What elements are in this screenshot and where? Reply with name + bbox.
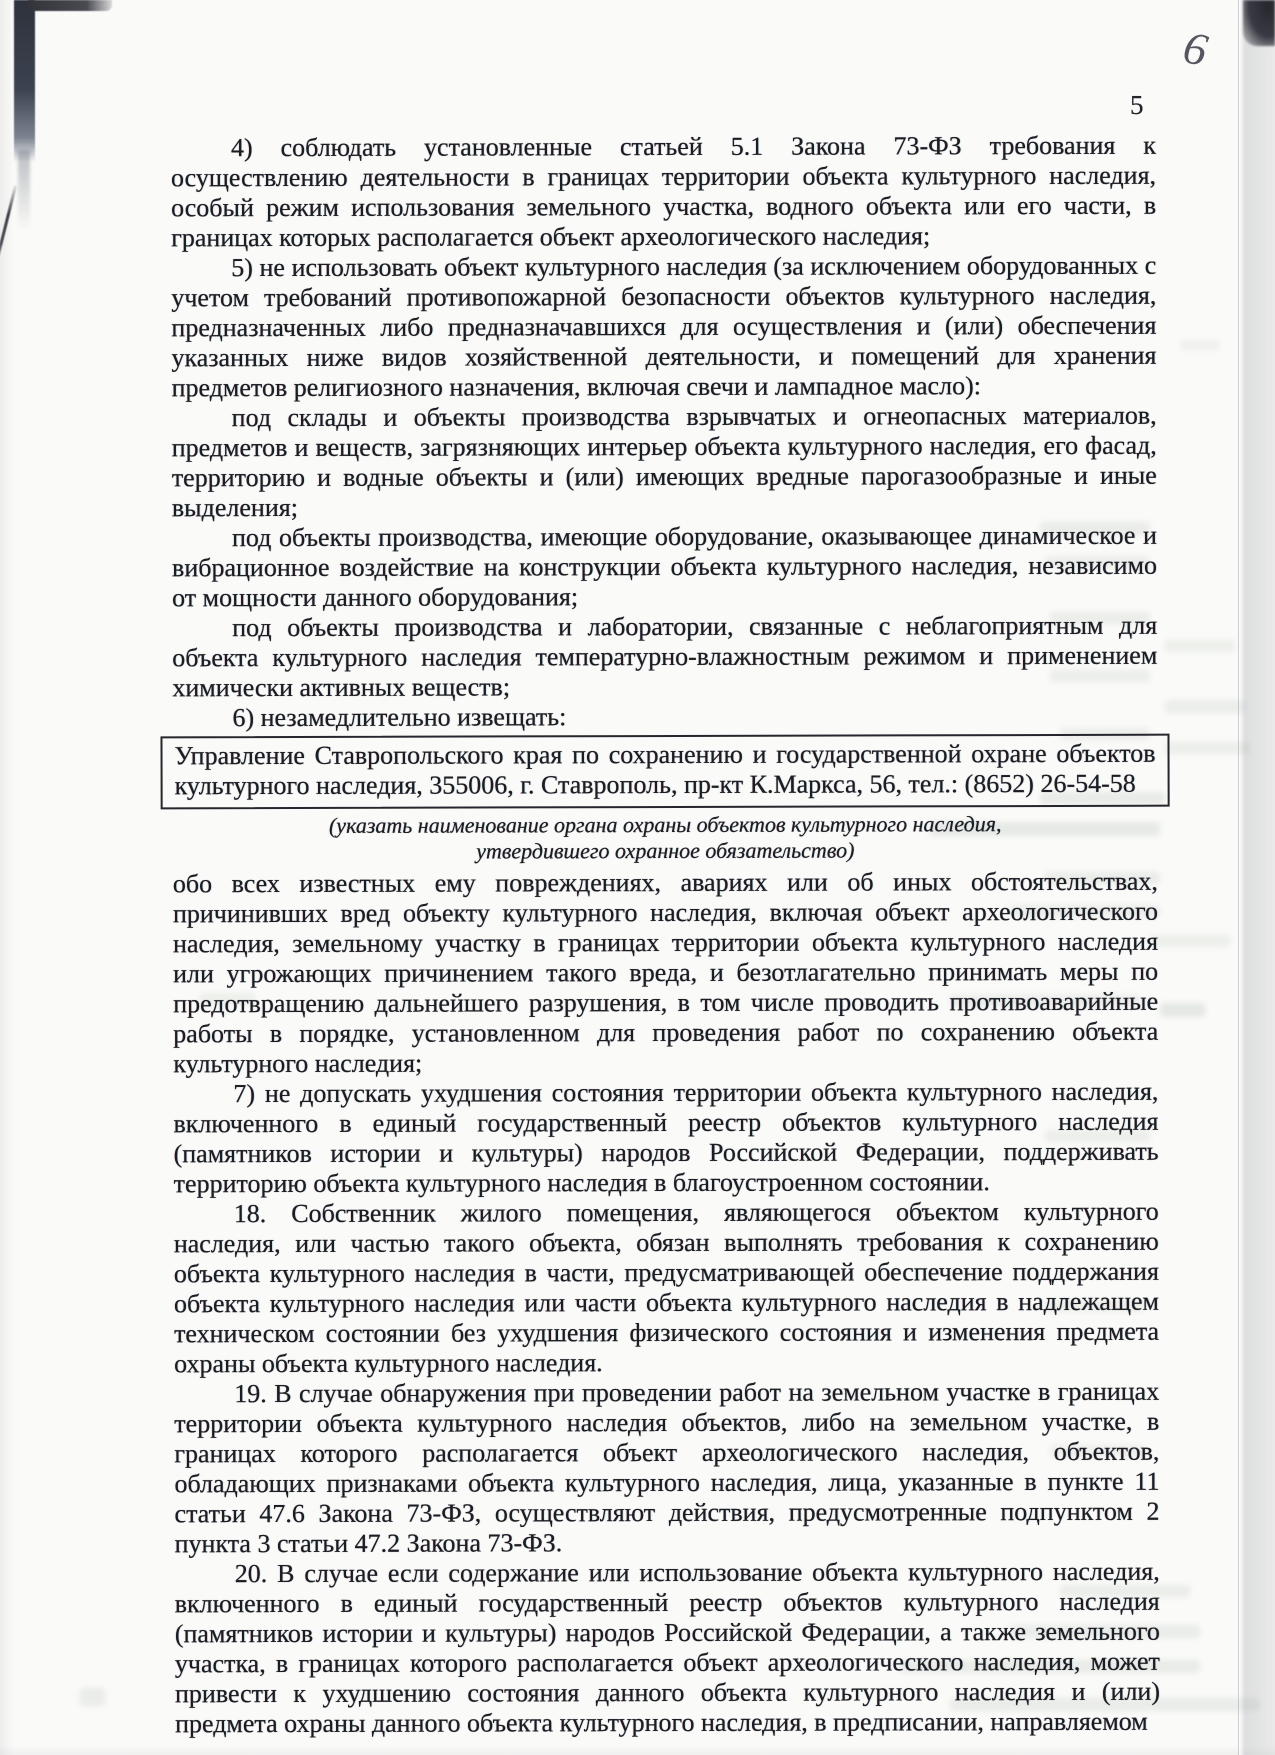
notice-caption-line2: утвердившего охранное обязательство) [476, 837, 855, 864]
scan-artifact-corner-bar-fade [18, 150, 30, 230]
item-20-paragraph: 20. В случае если содержание или использование объекта культурного наследия, включенного в единый государственный реестр объектов культурного наследия (памятников истории и культуры) народов Российской Федерации, а также земельного участка, в границах которого располагается объект археологического наследия, может привести к ухудшению состояния данного объекта культурного наследия и (или) предмета охраны данного объекта культурного наследия, в предписании, направляемом [174, 1556, 1161, 1739]
bleed-through-smudge [1165, 640, 1235, 652]
clause-7-paragraph: 7) не допускать ухудшения состояния территории объекта культурного наследия, включенного в единый государственный реестр объектов культурного наследия (памятников истории и культуры) народов Российской Федерации, поддерживать территорию объекта культурного наследия в благоустроенном состоянии. [173, 1076, 1159, 1199]
authority-notice-box: Управление Ставропольского края по сохранению и государственной охране объектов культурного наследия, 355006, г. Ставрополь, пр-кт К.Маркса, 56, тел.: (8652) 26-54-58 [160, 734, 1169, 810]
notification-details-paragraph: обо всех известных ему повреждениях, авариях или об иных обстоятельствах, причинивших вред объекту культурного наследия, включая объект археологического наследия, земельному участку в границах территории объекта культурного наследия или угрожающих причинением такого вреда, и безотлагательно принимать меры по предотвращению дальнейшего разрушения, в том числе проводить противоаварийные работы в порядке, установленном для проведения работ по сохранению объекта культурного наследия; [172, 866, 1159, 1079]
scan-artifact-right-edge-stripe [1238, 0, 1275, 1755]
scan-artifact-corner-vertical-bar [14, 0, 35, 162]
laboratories-restriction-paragraph: под объекты производства и лаборатории, связанные с неблагоприятным для объекта культурного наследия температурно-влажностным режимом и применением химически активных веществ; [172, 610, 1158, 703]
bleed-through-smudge [1150, 935, 1230, 947]
bleed-through-smudge [1180, 340, 1220, 350]
bleed-through-smudge [80, 1688, 105, 1706]
item-19-paragraph: 19. В случае обнаружения при проведении работ на земельном участке в границах территории объекта культурного наследия объектов, либо на земельном участке, в границах которого располагается объект археологического наследия, объектов, обладающих признаками объекта культурного наследия, лица, указанные в пункте 11 статьи 47.6 Закона 73-ФЗ, осуществляют действия, предусмотренные подпунктом 2 пункта 3 статьи 47.2 Закона 73-ФЗ. [174, 1376, 1160, 1559]
bleed-through-smudge [1165, 700, 1245, 713]
scan-artifact-top-right-blob [1243, 0, 1275, 46]
clause-5-paragraph: 5) не использовать объект культурного наследия (за исключением оборудованных с учетом требований противопожарной безопасности объектов культурного наследия, предназначенных либо предназначавшихся для осуществления и (или) обеспечения указанных ниже видов хозяйственной деятельности, и помещений для хранения предметов религиозного назначения, включая свечи и лампадное масло): [171, 250, 1157, 403]
document-text [171, 131, 1160, 1740]
handwritten-page-number: 6 [1178, 21, 1213, 76]
pen-stroke-mark [0, 185, 17, 267]
warehouses-restriction-paragraph: под склады и объекты производства взрывчатых и огнеопасных материалов, предметов и веществ, загрязняющих интерьер объекта культурного наследия, его фасад, территорию и водные объекты и (или) имеющих вредные парогазообразные и иные выделения; [171, 400, 1157, 523]
clause-6-paragraph: 6) незамедлительно извещать: [232, 702, 567, 733]
notice-caption-line1: (указать наименование органа охраны объектов культурного наследия, [328, 811, 1002, 838]
notice-caption [173, 811, 1158, 866]
production-vibration-restriction-paragraph: под объекты производства, имеющие оборудование, оказывающее динамическое и вибрационное воздействие на конструкции объекта культурного наследия, независимо от мощности данного оборудования; [171, 520, 1158, 613]
scan-artifact-corner-horizontal-bar [28, 0, 112, 11]
item-18-paragraph: 18. Собственник жилого помещения, являющегося объектом культурного наследия, или частью такого объекта, обязан выполнять требования к сохранению объекта культурного наследия в части, предусматривающей обеспечение поддержания объекта культурного наследия или части объекта культурного наследия в надлежащем техническом состоянии без ухудшения физического состояния и изменения предмета охраны объекта культурного наследия. [173, 1196, 1160, 1379]
bleed-through-smudge [1160, 1003, 1205, 1017]
bleed-through-smudge [1165, 742, 1250, 754]
page-number: 5 [1130, 90, 1144, 120]
clause-4-paragraph: 4) соблюдать установленные статьей 5.1 Закона 73-ФЗ требования к осуществлению деятельности в границах территории объекта культурного наследия, особый режим использования земельного участка, водного объекта или его части, в границах которых располагается объект археологического наследия; [170, 130, 1157, 253]
